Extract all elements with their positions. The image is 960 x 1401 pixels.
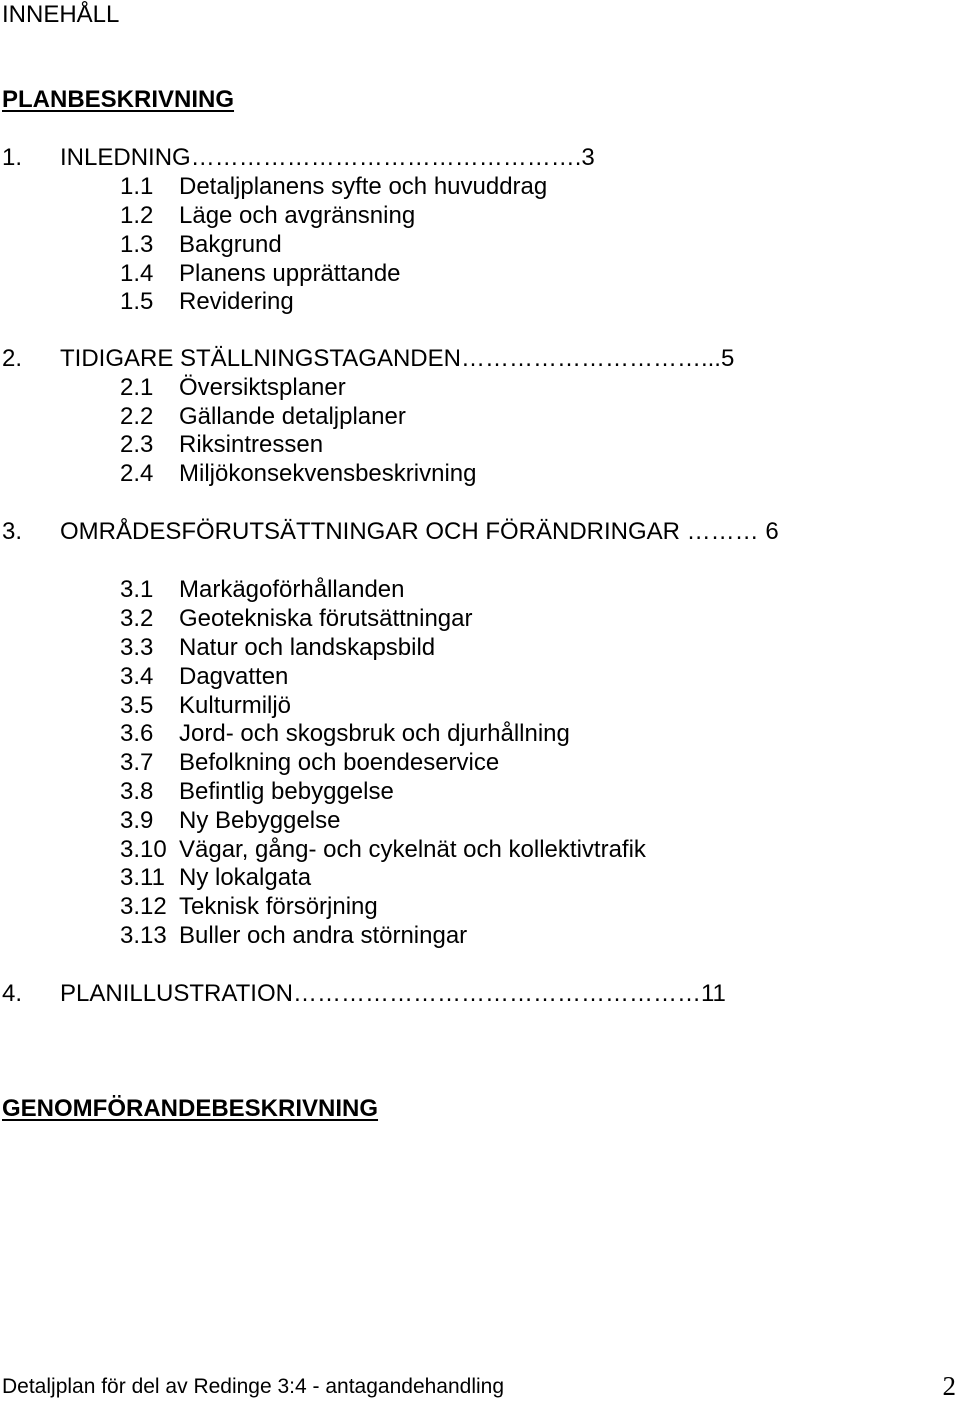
toc-number: 3.3 xyxy=(120,634,154,661)
toc-label: Geotekniska förutsättningar xyxy=(179,605,473,632)
toc-label: Kulturmiljö xyxy=(179,692,292,719)
toc-label: Bakgrund xyxy=(179,231,282,258)
heading-planbeskrivning: PLANBESKRIVNING xyxy=(2,86,235,113)
toc-number: 3.2 xyxy=(120,605,154,632)
toc-label: PLANILLUSTRATION……………………………………………11 xyxy=(60,980,726,1007)
toc-number: 1. xyxy=(2,144,23,171)
toc-number: 2.2 xyxy=(120,403,154,430)
toc-number: 3. xyxy=(2,518,23,545)
toc-label: Natur och landskapsbild xyxy=(179,634,436,661)
toc-number: 1.4 xyxy=(120,260,154,287)
page-number: 2 xyxy=(942,1371,956,1401)
toc-label: Detaljplanens syfte och huvuddrag xyxy=(179,173,548,200)
toc-label: Buller och andra störningar xyxy=(179,922,468,949)
toc-number: 1.5 xyxy=(120,288,154,315)
toc-label: Gällande detaljplaner xyxy=(179,403,406,430)
toc-label: Befolkning och boendeservice xyxy=(179,749,500,776)
toc-number: 2. xyxy=(2,345,23,372)
toc-number: 3.5 xyxy=(120,692,154,719)
toc-number: 3.12 xyxy=(120,893,167,920)
heading-genomforandebeskrivning: GENOMFÖRANDEBESKRIVNING xyxy=(2,1095,379,1122)
toc-number: 3.1 xyxy=(120,576,154,603)
page-title: INNEHÅLL xyxy=(2,1,120,28)
toc-label: Vägar, gång- och cykelnät och kollektivtrafik xyxy=(179,836,646,863)
toc-number: 3.10 xyxy=(120,836,167,863)
toc-number: 3.8 xyxy=(120,778,154,805)
toc-label: Revidering xyxy=(179,288,294,315)
toc-number: 3.11 xyxy=(120,864,165,891)
toc-number: 3.13 xyxy=(120,922,167,949)
toc-label: TIDIGARE STÄLLNINGSTAGANDEN…………………………...5 xyxy=(60,345,735,372)
toc-label: Teknisk försörjning xyxy=(179,893,378,920)
toc-number: 4. xyxy=(2,980,23,1007)
toc-label: Ny lokalgata xyxy=(179,864,312,891)
toc-label: Planens upprättande xyxy=(179,260,401,287)
toc-number: 2.1 xyxy=(120,374,154,401)
toc-label: Ny Bebyggelse xyxy=(179,807,341,834)
toc-number: 1.2 xyxy=(120,202,154,229)
toc-number: 3.7 xyxy=(120,749,154,776)
toc-number: 1.3 xyxy=(120,231,154,258)
toc-label: Riksintressen xyxy=(179,431,324,458)
toc-label: Jord- och skogsbruk och djurhållning xyxy=(179,720,570,747)
toc-number: 3.4 xyxy=(120,663,154,690)
toc-number: 2.3 xyxy=(120,431,154,458)
toc-label: Dagvatten xyxy=(179,663,289,690)
toc-label: Översiktsplaner xyxy=(179,374,346,401)
toc-number: 3.6 xyxy=(120,720,154,747)
toc-label: Markägoförhållanden xyxy=(179,576,405,603)
toc-number: 1.1 xyxy=(120,173,154,200)
toc-label: OMRÅDESFÖRUTSÄTTNINGAR OCH FÖRÄNDRINGAR ……… 6 xyxy=(60,518,779,545)
toc-number: 3.9 xyxy=(120,807,154,834)
toc-label: Läge och avgränsning xyxy=(179,202,416,229)
footer-text: Detaljplan för del av Redinge 3:4 - antagandehandling xyxy=(2,1375,505,1398)
toc-number: 2.4 xyxy=(120,460,154,487)
toc-label: Befintlig bebyggelse xyxy=(179,778,394,805)
toc-label: Miljökonsekvensbeskrivning xyxy=(179,460,477,487)
toc-label: INLEDNING………………………………………….3 xyxy=(60,144,595,171)
